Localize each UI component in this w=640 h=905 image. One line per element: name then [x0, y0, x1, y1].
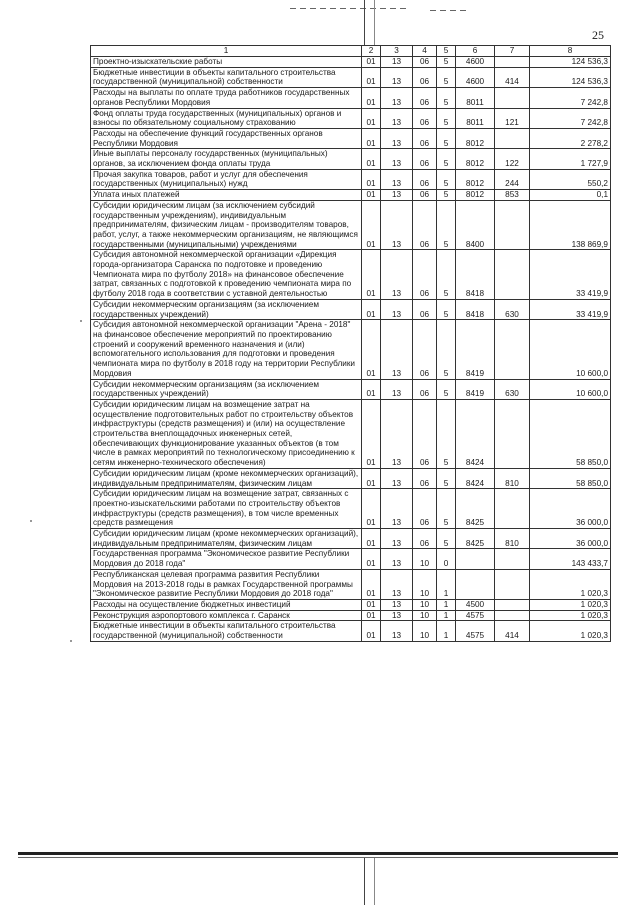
row-name-cell: Субсидии некоммерческим организациям (за исключением государственных учреждений) [91, 299, 362, 319]
row-direction-cell: 8424 [456, 399, 495, 468]
row-amount-cell: 0,1 [530, 190, 611, 201]
header-cell: 8 [530, 46, 611, 57]
row-subsection-cell: 13 [381, 190, 413, 201]
row-expense-type-cell: 244 [495, 169, 530, 189]
row-subsection-cell: 13 [381, 599, 413, 610]
row-direction-cell [456, 549, 495, 569]
row-name-cell: Проектно-изыскательские работы [91, 57, 362, 68]
row-name-cell: Субсидии юридическим лицам на возмещение затрат на осуществление подготовительных работ по строительству объектов инфраструктуры (средств размещения) и (или) на осуществление строительства внеплощадочных инженерных сетей, обеспечивающих функционирование указанных объектов (в том числе в рамках мероприятий по технологическому присоединению к сетям инженерно-технического обеспечения) [91, 399, 362, 468]
row-subsection-cell: 13 [381, 128, 413, 148]
scan-vertical-line [364, 0, 365, 45]
row-program-cell: 06 [413, 489, 437, 529]
row-subsection-cell: 13 [381, 468, 413, 488]
row-name-cell: Субсидии некоммерческим организациям (за исключением государственных учреждений) [91, 379, 362, 399]
row-subsection-cell: 13 [381, 621, 413, 641]
row-amount-cell: 1 020,3 [530, 599, 611, 610]
scan-speck [70, 640, 72, 642]
table-row [91, 149, 611, 169]
table-row [91, 67, 611, 87]
row-direction-cell: 8425 [456, 489, 495, 529]
row-direction-cell: 8419 [456, 379, 495, 399]
row-subsection-cell: 13 [381, 379, 413, 399]
row-section-cell: 01 [362, 67, 381, 87]
row-amount-cell: 36 000,0 [530, 529, 611, 549]
header-cell: 1 [91, 46, 362, 57]
table-row [91, 320, 611, 379]
row-program-cell: 06 [413, 67, 437, 87]
row-program-cell: 06 [413, 468, 437, 488]
row-direction-cell: 8419 [456, 320, 495, 379]
row-amount-cell: 138 869,9 [530, 200, 611, 250]
row-subsection-cell: 13 [381, 67, 413, 87]
row-subprogram-cell: 5 [437, 57, 456, 68]
row-subprogram-cell: 5 [437, 320, 456, 379]
row-subprogram-cell: 5 [437, 149, 456, 169]
row-program-cell: 10 [413, 599, 437, 610]
budget-table [90, 45, 611, 642]
row-section-cell: 01 [362, 299, 381, 319]
row-name-cell: Республиканская целевая программа развития Республики Мордовия на 2013-2018 годы в рамках Государственной программы "Экономическое развитие Республики Мордовия до 2018 года" [91, 569, 362, 599]
table-row [91, 299, 611, 319]
row-name-cell: Иные выплаты персоналу государственных (муниципальных) органов, за исключением фонда оплаты труда [91, 149, 362, 169]
row-name-cell: Субсидия автономной некоммерческой организации "Арена - 2018" на финансовое обеспечение мероприятий по проектированию строений и сооружений временного назначения и (или) вспомогательного использования для подготовки и проведения чемпионата мира по футболу в 2018 году на территории Республики Мордовия [91, 320, 362, 379]
row-program-cell: 06 [413, 320, 437, 379]
row-direction-cell: 8424 [456, 468, 495, 488]
row-subsection-cell: 13 [381, 529, 413, 549]
row-direction-cell: 8425 [456, 529, 495, 549]
row-section-cell: 01 [362, 149, 381, 169]
row-name-cell: Расходы на обеспечение функций государственных органов Республики Мордовия [91, 128, 362, 148]
row-amount-cell: 124 536,3 [530, 57, 611, 68]
row-name-cell: Бюджетные инвестиции в объекты капитального строительства государственной (муниципальной) собственности [91, 621, 362, 641]
row-expense-type-cell [495, 250, 530, 300]
row-direction-cell: 8011 [456, 108, 495, 128]
bottom-rule [18, 852, 618, 855]
page-number: 25 [592, 28, 604, 42]
row-name-cell: Субсидии юридическим лицам (кроме некоммерческих организаций), индивидуальным предпринимателям, физическим лицам [91, 468, 362, 488]
row-amount-cell: 7 242,8 [530, 88, 611, 108]
row-amount-cell: 1 020,3 [530, 610, 611, 621]
row-name-cell: Субсидии юридическим лицам (кроме некоммерческих организаций), индивидуальным предпринимателям, физическим лицам [91, 529, 362, 549]
row-program-cell: 06 [413, 169, 437, 189]
row-amount-cell: 2 278,2 [530, 128, 611, 148]
header-cell: 4 [413, 46, 437, 57]
row-direction-cell: 4575 [456, 621, 495, 641]
row-direction-cell: 8400 [456, 200, 495, 250]
row-subprogram-cell: 5 [437, 88, 456, 108]
row-subprogram-cell: 1 [437, 569, 456, 599]
row-subprogram-cell: 5 [437, 128, 456, 148]
table-row [91, 200, 611, 250]
row-subprogram-cell: 5 [437, 190, 456, 201]
row-section-cell: 01 [362, 88, 381, 108]
row-subprogram-cell: 5 [437, 379, 456, 399]
row-section-cell: 01 [362, 200, 381, 250]
row-direction-cell: 4500 [456, 599, 495, 610]
row-subprogram-cell: 5 [437, 169, 456, 189]
row-amount-cell: 10 600,0 [530, 320, 611, 379]
row-amount-cell: 1 727,9 [530, 149, 611, 169]
row-subprogram-cell: 5 [437, 200, 456, 250]
row-expense-type-cell [495, 200, 530, 250]
row-program-cell: 06 [413, 250, 437, 300]
row-expense-type-cell: 810 [495, 468, 530, 488]
row-program-cell: 10 [413, 610, 437, 621]
row-direction-cell: 4600 [456, 57, 495, 68]
row-expense-type-cell: 414 [495, 621, 530, 641]
row-expense-type-cell [495, 599, 530, 610]
table-row [91, 489, 611, 529]
row-program-cell: 06 [413, 399, 437, 468]
row-direction-cell: 8011 [456, 88, 495, 108]
row-amount-cell: 1 020,3 [530, 621, 611, 641]
row-amount-cell: 58 850,0 [530, 399, 611, 468]
row-program-cell: 06 [413, 57, 437, 68]
header-cell: 2 [362, 46, 381, 57]
header-cell: 6 [456, 46, 495, 57]
table-row [91, 88, 611, 108]
table-row [91, 599, 611, 610]
row-name-cell: Бюджетные инвестиции в объекты капитального строительства государственной (муниципальной) собственности [91, 67, 362, 87]
row-direction-cell: 8418 [456, 250, 495, 300]
row-subprogram-cell: 5 [437, 108, 456, 128]
scan-speck [80, 320, 82, 322]
row-section-cell: 01 [362, 250, 381, 300]
row-program-cell: 06 [413, 128, 437, 148]
row-name-cell: Расходы на осуществление бюджетных инвестиций [91, 599, 362, 610]
row-subsection-cell: 13 [381, 169, 413, 189]
row-section-cell: 01 [362, 549, 381, 569]
row-subprogram-cell: 5 [437, 399, 456, 468]
row-direction-cell: 4575 [456, 610, 495, 621]
row-amount-cell: 10 600,0 [530, 379, 611, 399]
row-section-cell: 01 [362, 599, 381, 610]
row-program-cell: 06 [413, 299, 437, 319]
row-amount-cell: 58 850,0 [530, 468, 611, 488]
table-row [91, 57, 611, 68]
row-amount-cell: 7 242,8 [530, 108, 611, 128]
row-amount-cell: 143 433,7 [530, 549, 611, 569]
row-subsection-cell: 13 [381, 399, 413, 468]
row-section-cell: 01 [362, 108, 381, 128]
table-row [91, 549, 611, 569]
row-program-cell: 06 [413, 379, 437, 399]
row-section-cell: 01 [362, 57, 381, 68]
row-direction-cell: 8012 [456, 190, 495, 201]
row-subsection-cell: 13 [381, 149, 413, 169]
row-program-cell: 06 [413, 88, 437, 108]
row-expense-type-cell: 853 [495, 190, 530, 201]
header-row [91, 46, 611, 57]
bottom-rule-thin [18, 857, 618, 858]
header-cell: 3 [381, 46, 413, 57]
row-direction-cell [456, 569, 495, 599]
row-expense-type-cell [495, 128, 530, 148]
row-program-cell: 06 [413, 190, 437, 201]
table-row [91, 190, 611, 201]
row-section-cell: 01 [362, 468, 381, 488]
row-section-cell: 01 [362, 379, 381, 399]
header-cell: 5 [437, 46, 456, 57]
row-expense-type-cell: 810 [495, 529, 530, 549]
row-subsection-cell: 13 [381, 489, 413, 529]
row-subprogram-cell: 1 [437, 599, 456, 610]
row-direction-cell: 8012 [456, 128, 495, 148]
budget-table-wrapper [90, 45, 610, 642]
row-name-cell: Расходы на выплаты по оплате труда работников государственных органов Республики Мордовия [91, 88, 362, 108]
row-program-cell: 10 [413, 621, 437, 641]
row-amount-cell: 33 419,9 [530, 250, 611, 300]
row-expense-type-cell: 414 [495, 67, 530, 87]
row-subprogram-cell: 5 [437, 489, 456, 529]
row-subsection-cell: 13 [381, 610, 413, 621]
row-expense-type-cell [495, 549, 530, 569]
row-subsection-cell: 13 [381, 549, 413, 569]
row-subprogram-cell: 5 [437, 468, 456, 488]
row-name-cell: Государственная программа "Экономическое развитие Республики Мордовия до 2018 года" [91, 549, 362, 569]
row-expense-type-cell [495, 569, 530, 599]
row-amount-cell: 33 419,9 [530, 299, 611, 319]
row-subprogram-cell: 5 [437, 67, 456, 87]
row-program-cell: 06 [413, 149, 437, 169]
row-subprogram-cell: 5 [437, 250, 456, 300]
row-expense-type-cell [495, 320, 530, 379]
table-row [91, 379, 611, 399]
row-direction-cell: 8012 [456, 149, 495, 169]
row-section-cell: 01 [362, 399, 381, 468]
scan-vertical-line [374, 0, 375, 45]
row-name-cell: Субсидия автономной некоммерческой организации «Дирекция города-организатора Саранска по подготовке и проведению Чемпионата мира по футболу 2018» на финансовое обеспечение затрат, связанных с подготовкой к проведению чемпионата мира по футболу 2018 года в соответствии с уставной деятельностью [91, 250, 362, 300]
table-row [91, 610, 611, 621]
row-amount-cell: 36 000,0 [530, 489, 611, 529]
row-subsection-cell: 13 [381, 250, 413, 300]
row-name-cell: Субсидии юридическим лицам (за исключением субсидий государственным учреждениям), индивидуальным предпринимателям, физическим лицам - производителям товаров, работ, услуг, а также некоммерческим организациям, не являющимся государственными (муниципальными) учреждениями [91, 200, 362, 250]
row-subsection-cell: 13 [381, 108, 413, 128]
row-subsection-cell: 13 [381, 569, 413, 599]
row-expense-type-cell: 630 [495, 379, 530, 399]
row-section-cell: 01 [362, 610, 381, 621]
table-row [91, 468, 611, 488]
row-program-cell: 06 [413, 108, 437, 128]
row-expense-type-cell [495, 57, 530, 68]
row-program-cell: 06 [413, 529, 437, 549]
row-section-cell: 01 [362, 128, 381, 148]
row-subsection-cell: 13 [381, 299, 413, 319]
row-direction-cell: 8012 [456, 169, 495, 189]
row-name-cell: Реконструкция аэропортового комплекса г. Саранск [91, 610, 362, 621]
row-subsection-cell: 13 [381, 88, 413, 108]
row-section-cell: 01 [362, 190, 381, 201]
row-amount-cell: 1 020,3 [530, 569, 611, 599]
table-row [91, 169, 611, 189]
row-subprogram-cell: 1 [437, 610, 456, 621]
row-subsection-cell: 13 [381, 57, 413, 68]
table-row [91, 399, 611, 468]
row-expense-type-cell: 122 [495, 149, 530, 169]
row-amount-cell: 550,2 [530, 169, 611, 189]
row-direction-cell: 8418 [456, 299, 495, 319]
table-row [91, 621, 611, 641]
row-name-cell: Уплата иных платежей [91, 190, 362, 201]
row-name-cell: Прочая закупка товаров, работ и услуг для обеспечения государственных (муниципальных) нужд [91, 169, 362, 189]
row-expense-type-cell [495, 489, 530, 529]
row-section-cell: 01 [362, 529, 381, 549]
row-section-cell: 01 [362, 169, 381, 189]
row-expense-type-cell [495, 610, 530, 621]
row-expense-type-cell: 630 [495, 299, 530, 319]
row-expense-type-cell [495, 88, 530, 108]
row-section-cell: 01 [362, 569, 381, 599]
header-cell: 7 [495, 46, 530, 57]
row-subsection-cell: 13 [381, 200, 413, 250]
row-subprogram-cell: 5 [437, 299, 456, 319]
scan-speck [30, 520, 32, 522]
row-section-cell: 01 [362, 320, 381, 379]
row-subprogram-cell: 0 [437, 549, 456, 569]
table-row [91, 128, 611, 148]
row-program-cell: 06 [413, 200, 437, 250]
table-row [91, 250, 611, 300]
table-row [91, 108, 611, 128]
row-section-cell: 01 [362, 621, 381, 641]
row-subprogram-cell: 5 [437, 529, 456, 549]
scan-dash-line [430, 10, 470, 11]
row-direction-cell: 4600 [456, 67, 495, 87]
row-expense-type-cell: 121 [495, 108, 530, 128]
table-row [91, 529, 611, 549]
row-subsection-cell: 13 [381, 320, 413, 379]
row-program-cell: 10 [413, 549, 437, 569]
row-expense-type-cell [495, 399, 530, 468]
scan-vertical-line [374, 858, 375, 905]
row-section-cell: 01 [362, 489, 381, 529]
row-name-cell: Фонд оплаты труда государственных (муниципальных) органов и взносы по обязательному социальному страхованию [91, 108, 362, 128]
scan-vertical-line [364, 858, 365, 905]
row-subprogram-cell: 1 [437, 621, 456, 641]
scan-dash-line [290, 8, 410, 9]
row-amount-cell: 124 536,3 [530, 67, 611, 87]
table-row [91, 569, 611, 599]
row-name-cell: Субсидии юридическим лицам на возмещение затрат, связанных с проектно-изыскательскими работами по строительству объектов инфраструктуры (средств размещения), в том числе временных средств размещения [91, 489, 362, 529]
row-program-cell: 10 [413, 569, 437, 599]
